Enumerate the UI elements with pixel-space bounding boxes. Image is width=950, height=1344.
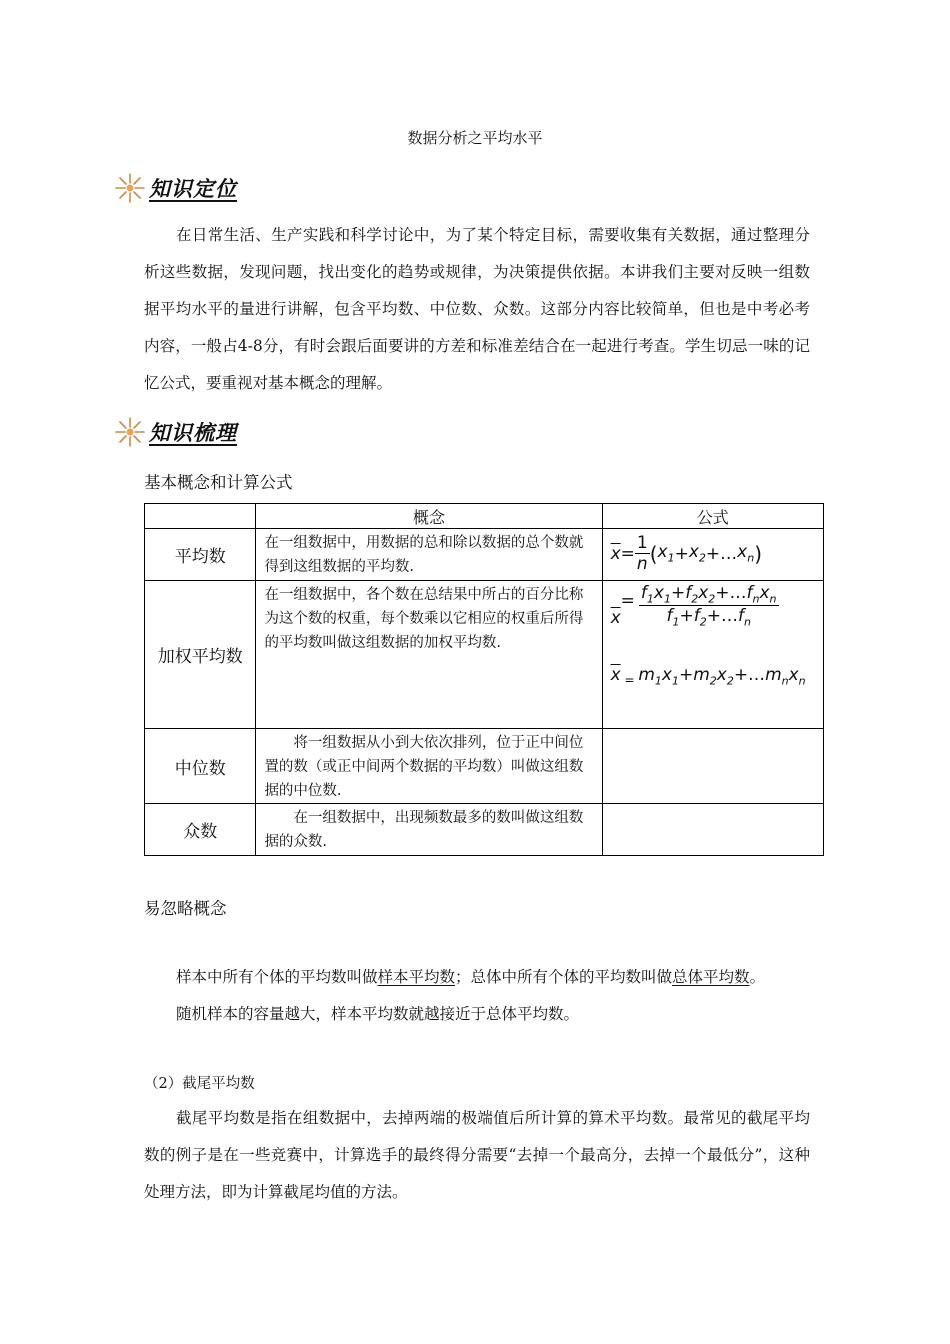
section-heading-text: 知识梳理 bbox=[149, 420, 237, 445]
overlooked-paragraph-1 bbox=[176, 965, 765, 987]
overlooked-text: ；总体中所有个体的平均数叫做 bbox=[455, 968, 673, 986]
overlooked-text: 样本中所有个体的平均数叫做 bbox=[176, 968, 378, 986]
page-title: 数据分析之平均水平 bbox=[407, 129, 543, 147]
term-median: 中位数 bbox=[145, 729, 256, 804]
term-sample-mean: 样本平均数 bbox=[377, 968, 456, 986]
overlooked-paragraph-2: 随机样本的容量越大，样本平均数就越接近于总体平均数。 bbox=[176, 1005, 580, 1023]
term-weighted-mean: 加权平均数 bbox=[145, 581, 256, 729]
definition-mode: 在一组数据中，出现频数最多的数叫做这组数据的众数. bbox=[256, 804, 602, 856]
table-row bbox=[145, 581, 824, 729]
definition-mean: 在一组数据中，用数据的总和除以数据的总个数就得到这组数据的平均数. bbox=[256, 529, 602, 581]
trimmed-mean-heading: （2）截尾平均数 bbox=[144, 1076, 255, 1092]
mean-formula: $\overline{x}$ = $\frac{1}{n}$ ( $x_1$ + $x_2$ +… $x_n$ ) bbox=[610, 533, 762, 574]
definition-median: 将一组数据从小到大依次排列，位于正中间位置的数（或正中间两个数据的平均数）叫做这组数据的中位数. bbox=[256, 729, 602, 804]
subheading-basic-concepts: 基本概念和计算公式 bbox=[144, 473, 293, 492]
table-header-concept: 概念 bbox=[256, 504, 602, 529]
table-row bbox=[145, 529, 824, 581]
term-mode: 众数 bbox=[145, 804, 256, 856]
section-heading-positioning bbox=[113, 170, 237, 206]
table-row bbox=[145, 729, 824, 804]
table-header-formula: 公式 bbox=[602, 504, 823, 529]
concept-table bbox=[144, 503, 824, 856]
formula-mode bbox=[602, 804, 823, 856]
table-header-row bbox=[145, 504, 824, 529]
sparkle-icon bbox=[113, 171, 147, 205]
overlooked-text: 。 bbox=[749, 968, 766, 986]
formula-weighted-mean bbox=[602, 581, 823, 729]
formula-median bbox=[602, 729, 823, 804]
table-row bbox=[145, 804, 824, 856]
definition-weighted-mean: 在一组数据中，各个数在总结果中所占的百分比称为这个数的权重，每个数乘以它相应的权重后所得的平均数叫做这组数据的加权平均数. bbox=[256, 581, 602, 729]
trimmed-mean-paragraph: 截尾平均数是指在组数据中，去掉两端的极端值后所计算的算术平均数。最常见的截尾平均数的例子是在一些竞赛中，计算选手的最终得分需要“去掉一个最高分，去掉一个最低分”，这种处理方法，即为计算截尾均值的方法。 bbox=[144, 1109, 810, 1201]
section-heading-review bbox=[113, 414, 237, 450]
formula-mean bbox=[602, 529, 823, 581]
term-population-mean: 总体平均数 bbox=[672, 968, 750, 986]
subheading-overlooked: 易忽略概念 bbox=[144, 899, 227, 918]
term-mean: 平均数 bbox=[145, 529, 256, 581]
sparkle-icon bbox=[113, 415, 147, 449]
table-header-empty bbox=[145, 504, 256, 529]
weighted-mean-formula-2: $\overline{x}$ $_=$ $m_1x_1+m_2x_2+\dots m_nx_n$ bbox=[610, 665, 806, 688]
section-heading-text: 知识定位 bbox=[149, 176, 237, 201]
weighted-mean-formula-1: $\overline{x}$ = $\frac{f_1x_1+f_2x_2+\dots f_nx_n}{f_1+f_2+\dots f_n}$ bbox=[610, 583, 777, 629]
intro-paragraph: 在日常生活、生产实践和科学讨论中，为了某个特定目标，需要收集有关数据，通过整理分析这些数据，发现问题，找出变化的趋势或规律，为决策提供依据。本讲我们主要对反映一组数据平均水平的量进行讲解，包含平均数、中位数、众数。这部分内容比较简单，但也是中考必考内容，一般占4-8分，有时会跟后面要讲的方差和标准差结合在一起进行考查。学生切忌一味的记忆公式，要重视对基本概念的理解。 bbox=[144, 226, 810, 392]
